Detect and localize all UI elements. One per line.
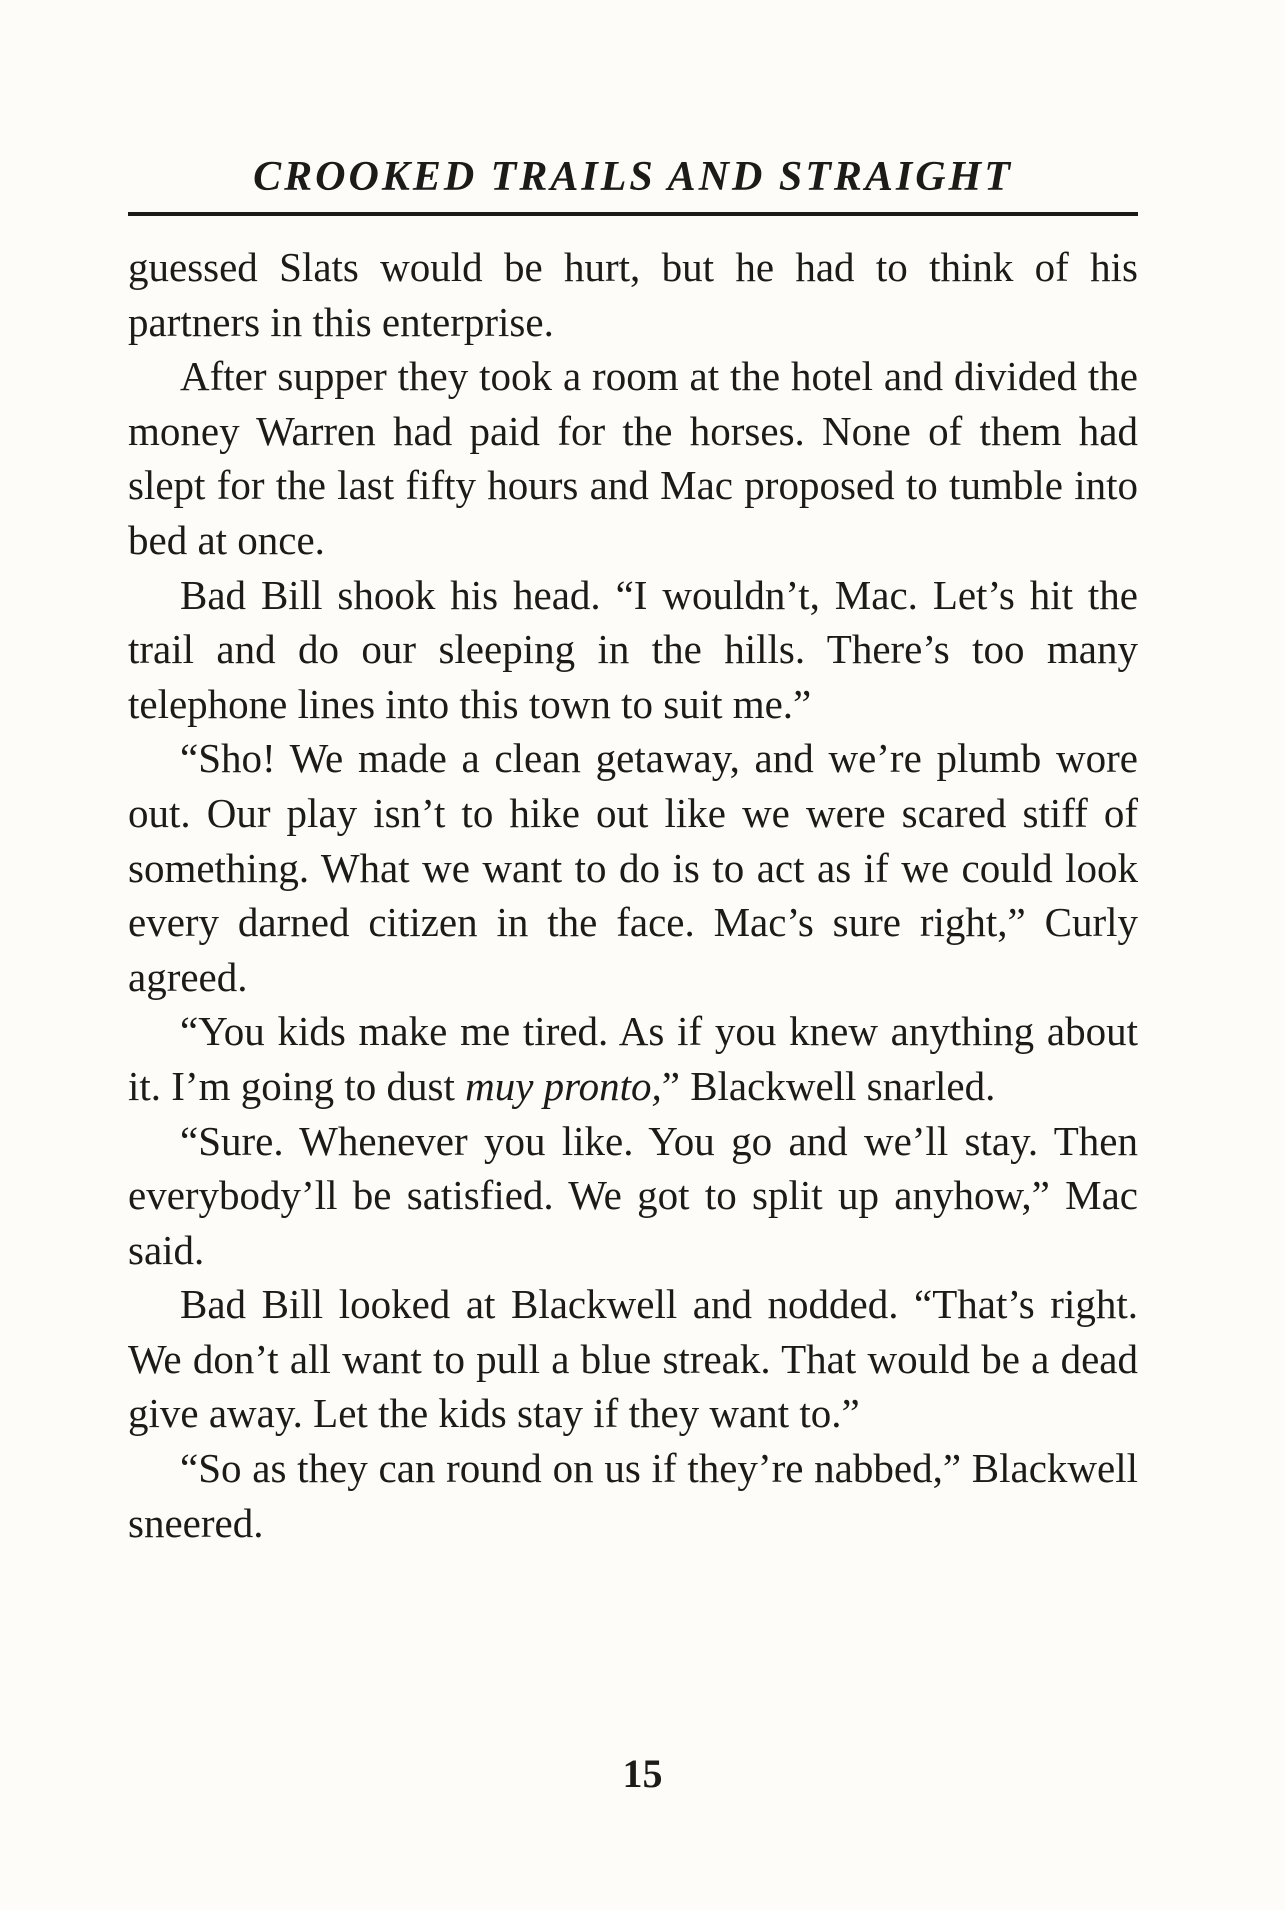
paragraph-7: Bad Bill looked at Blackwell and nodded. “That’s right. We don’t all want to pull a blue streak. That would be a dead give away. Let the kids stay if they want to.” — [128, 1281, 1138, 1437]
paragraph-5-italic: muy pronto, — [465, 1062, 662, 1109]
page-number: 15 — [622, 1751, 663, 1796]
header-rule — [128, 212, 1138, 216]
paragraph-6: “Sure. Whenever you like. You go and we’ll stay. Then everybody’ll be satisfied. We got to split up anyhow,” Mac said. — [128, 1117, 1138, 1273]
paragraph-5-text: “You kids make me tired. As if you knew anything about it. I’m going to dust — [128, 1008, 1138, 1109]
paragraph-4: “Sho! We made a clean getaway, and we’re plumb wore out. Our play isn’t to hike out like we were scared stiff of something. What we want to do is to act as if we could look every darned citizen in the face. Mac’s sure right,” Curly agreed. — [128, 735, 1138, 1000]
paragraph-2: After supper they took a room at the hotel and divided the money Warren had paid for the horses. None of them had slept for the last fifty hours and Mac proposed to tumble into bed at once. — [128, 353, 1138, 563]
paragraph-8: “So as they can round on us if they’re nabbed,” Blackwell sneered. — [128, 1445, 1138, 1546]
paragraph-5-text-end: ” Blackwell snarled. — [661, 1062, 996, 1109]
paragraph-1: guessed Slats would be hurt, but he had to think of his partners in this enterprise. — [128, 244, 1138, 345]
body-text — [128, 240, 1138, 1550]
running-head-title: CROOKED TRAILS AND STRAIGHT — [253, 154, 1013, 200]
paragraph-5 — [128, 1004, 1138, 1113]
paragraph-3: Bad Bill shook his head. “I wouldn’t, Mac. Let’s hit the trail and do our sleeping in the hills. There’s too many telephone lines into this town to suit me.” — [128, 571, 1138, 727]
